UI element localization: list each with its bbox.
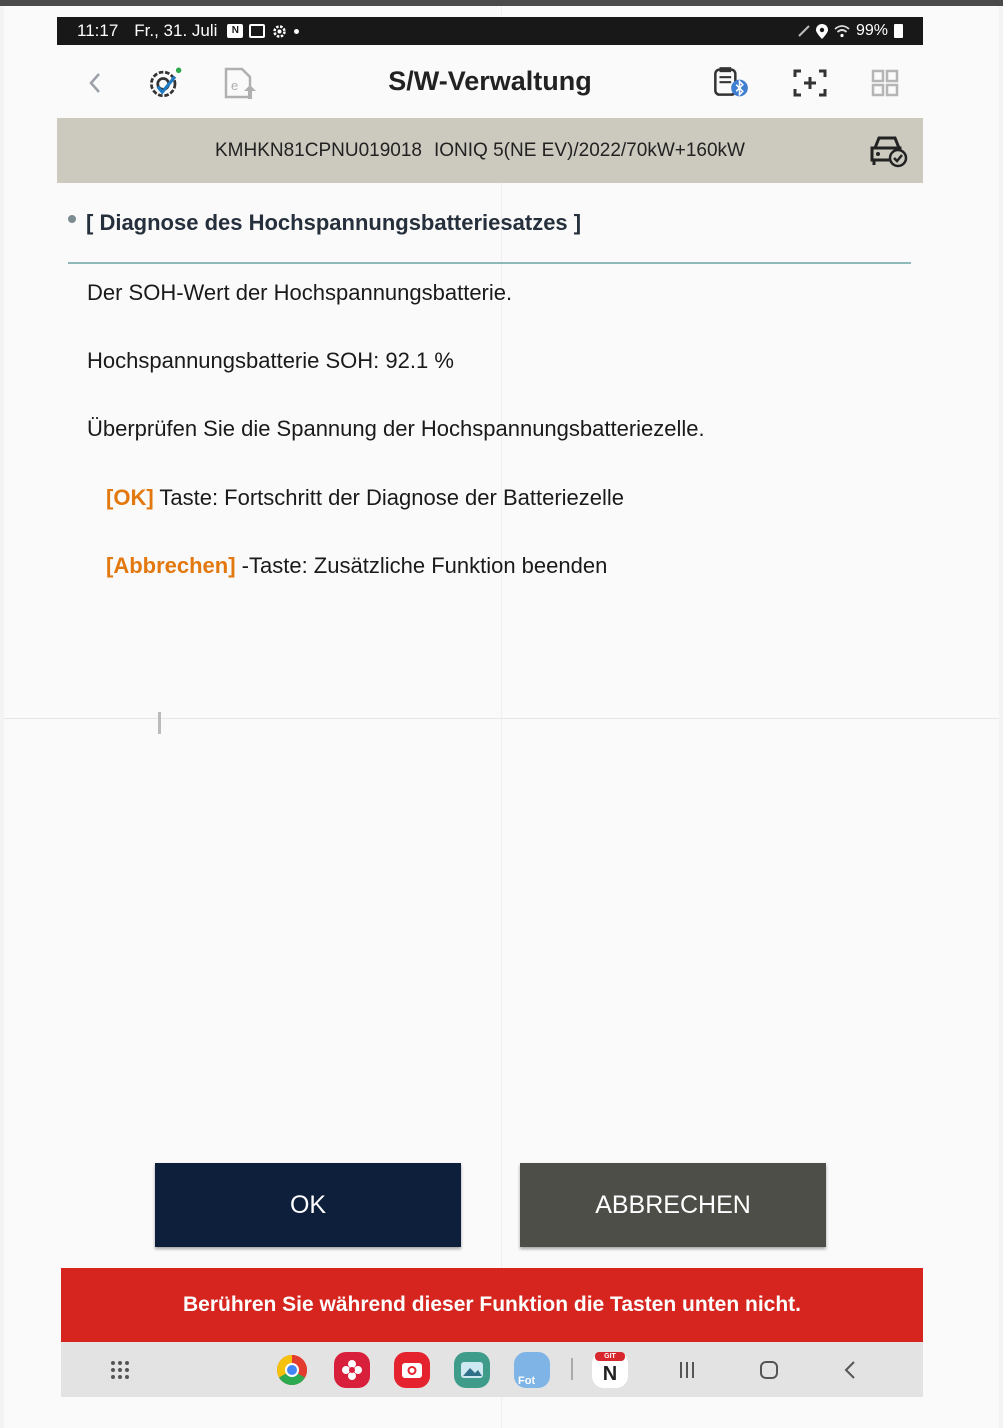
app-letter: N: [602, 1362, 618, 1385]
chrome-app[interactable]: [273, 1351, 311, 1389]
car-check-icon: [869, 132, 909, 170]
app-drawer-button[interactable]: [101, 1351, 139, 1389]
photos-app-icon: [454, 1352, 490, 1388]
e-file-upload-icon: [220, 63, 260, 103]
vehicle-info-bar: [57, 118, 923, 183]
soh-intro-text: Der SOH-Wert der Hochspannungsbatterie.: [87, 280, 513, 305]
ok-key-label: [OK]: [106, 485, 154, 510]
dot-icon: [294, 29, 299, 34]
nav-separator: [571, 1358, 573, 1380]
ok-instruction: [106, 485, 624, 511]
cancel-button[interactable]: ABBRECHEN: [520, 1163, 826, 1247]
nav-back-button[interactable]: [831, 1351, 869, 1389]
back-button[interactable]: [75, 63, 115, 103]
wifi-icon: [834, 25, 850, 38]
section-divider: [68, 262, 911, 264]
recents-icon: [677, 1360, 697, 1380]
settings-icon: [271, 23, 288, 40]
nav-back-icon: [843, 1359, 857, 1381]
camera-app-icon: [394, 1352, 430, 1388]
cell-voltage-text: Überprüfen Sie die Spannung der Hochspannungsbatteriezelle.: [87, 416, 705, 441]
location-icon: [816, 24, 828, 39]
ok-key-description: Taste: Fortschritt der Diagnose der Batteriezelle: [153, 485, 625, 510]
screen-capture-button[interactable]: [790, 63, 830, 103]
vehicle-model: IONIQ 5(NE EV)/2022/70kW+160kW: [434, 139, 745, 161]
vehicle-vin: KMHKN81CPNU019018: [215, 139, 422, 161]
cancel-key-description: -Taste: Zusätzliche Funktion beenden: [235, 553, 608, 578]
n-news-app-icon: [592, 1352, 628, 1388]
back-icon: [87, 71, 103, 95]
photos-app[interactable]: [453, 1351, 491, 1389]
gallery-fot-label: Fot: [518, 1375, 536, 1387]
grid-menu-button[interactable]: [865, 63, 905, 103]
paper-mark: [158, 712, 161, 734]
section-title-text: [ Diagnose des Hochspannungsbatteriesatzes ]: [86, 210, 582, 235]
app-drawer-icon: [109, 1359, 131, 1381]
warning-banner: Berühren Sie während dieser Funktion die Tasten unten nicht.: [61, 1268, 923, 1342]
app-bar: [57, 45, 923, 118]
status-right: [798, 22, 903, 40]
navigation-bar: [61, 1342, 923, 1397]
flower-app[interactable]: [333, 1351, 371, 1389]
n-news-app[interactable]: [591, 1351, 629, 1389]
n-news-icon: N: [227, 24, 243, 38]
status-bar: [57, 17, 923, 45]
gallery-icon: [249, 24, 265, 38]
e-file-upload-button[interactable]: [220, 63, 260, 103]
ota-update-icon: [145, 63, 185, 103]
battery-percent: 99%: [855, 22, 888, 39]
grid-menu-icon: [871, 69, 899, 97]
screen-capture-icon: [792, 68, 828, 98]
status-date: Fr., 31. Juli: [134, 21, 218, 40]
cancel-instruction: [106, 553, 607, 579]
gallery-fot-app[interactable]: [513, 1351, 551, 1389]
status-time: 11:17: [77, 21, 119, 40]
soh-value-text: Hochspannungsbatterie SOH: 92.1 %: [87, 348, 454, 373]
signal-slash-icon: [798, 25, 810, 37]
vehicle-select-button[interactable]: [869, 132, 909, 170]
chrome-icon: [276, 1354, 308, 1386]
notification-icons: [227, 23, 299, 40]
ota-update-button[interactable]: [145, 63, 185, 103]
ok-button[interactable]: OK: [155, 1163, 461, 1247]
home-icon: [758, 1359, 780, 1381]
section-title: [68, 210, 581, 236]
cancel-key-label: [Abbrechen]: [106, 553, 236, 578]
svg-text:e: e: [231, 78, 239, 93]
vci-bluetooth-icon: [712, 63, 752, 103]
page-title: S/W-Verwaltung: [388, 66, 592, 96]
app-badge: GIT: [595, 1352, 625, 1361]
section-bullet: [68, 215, 76, 223]
camera-app[interactable]: [393, 1351, 431, 1389]
vci-bluetooth-button[interactable]: [712, 63, 752, 103]
battery-icon: [894, 24, 903, 38]
home-button[interactable]: [750, 1351, 788, 1389]
recents-button[interactable]: [668, 1351, 706, 1389]
flower-app-icon: [334, 1352, 370, 1388]
gallery-fot-icon: [514, 1352, 550, 1388]
